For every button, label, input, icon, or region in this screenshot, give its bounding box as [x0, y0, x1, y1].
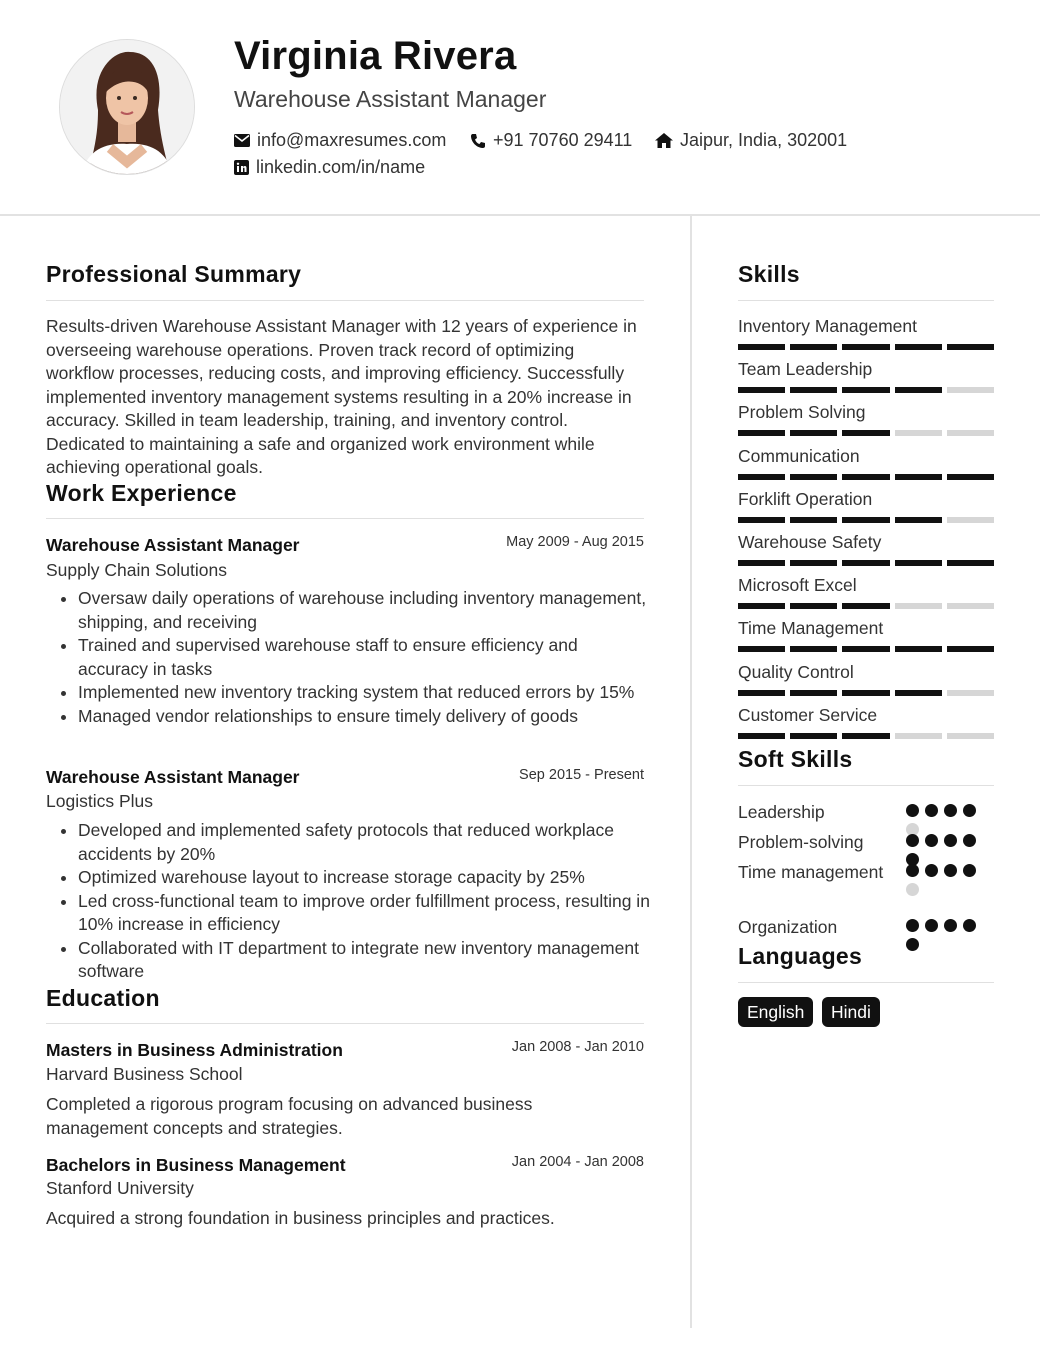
skill-rating-bar: [738, 430, 994, 436]
skill-rating-segment: [947, 690, 994, 696]
rating-dot: [906, 804, 919, 817]
column-divider: [690, 216, 692, 1328]
skill-rating-segment: [790, 387, 837, 393]
education-heading: Education: [46, 985, 160, 1011]
job-bullet: • Developed and implemented safety protocols that reduced workplace accidents by 20%: [78, 819, 658, 866]
skill-name: Communication: [738, 446, 860, 466]
home-icon: [655, 133, 673, 148]
skill-rating-segment: [790, 690, 837, 696]
rating-dot: [963, 804, 976, 817]
skill-rating-segment: [842, 344, 889, 350]
skill-rating-segment: [895, 646, 942, 652]
skill-rating-segment: [790, 344, 837, 350]
skill-rating-bar: [738, 603, 994, 609]
languages-rule: [738, 982, 994, 983]
skill-rating-segment: [895, 517, 942, 523]
skill-rating-segment: [738, 344, 785, 350]
skill-rating-segment: [790, 646, 837, 652]
skill-rating-segment: [895, 344, 942, 350]
skill-rating-segment: [790, 560, 837, 566]
email-text: info@maxresumes.com: [257, 130, 447, 150]
experience-heading: Work Experience: [46, 480, 237, 506]
job-bullet: • Managed vendor relationships to ensure timely delivery of goods: [78, 705, 648, 729]
skill-rating-segment: [947, 344, 994, 350]
degree-date: Jan 2004 - Jan 2008: [511, 1154, 644, 1170]
skill-rating-segment: [738, 430, 785, 436]
languages-heading: Languages: [738, 943, 863, 969]
job-date: Sep 2015 - Present: [519, 767, 644, 783]
job-bullet: • Led cross-functional team to improve order fulfillment process, resulting in 10% increase in efficiency: [78, 890, 658, 937]
skill-rating-segment: [842, 690, 889, 696]
job-company: Logistics Plus: [46, 791, 153, 811]
soft-skill-rating: [906, 919, 978, 951]
degree-date: Jan 2008 - Jan 2010: [511, 1039, 644, 1055]
skill-rating-segment: [895, 733, 942, 739]
linkedin-icon: [234, 160, 249, 175]
skill-rating-bar: [738, 344, 994, 350]
job-title: Warehouse Assistant Manager: [46, 767, 300, 787]
skill-name: Inventory Management: [738, 316, 917, 336]
rating-dot: [944, 864, 957, 877]
rating-dot: [906, 834, 919, 847]
skill-rating-segment: [738, 733, 785, 739]
phone-icon: [470, 133, 486, 149]
rating-dot: [963, 919, 976, 932]
skill-rating-segment: [947, 733, 994, 739]
skill-rating-segment: [842, 517, 889, 523]
skill-name: Time Management: [738, 618, 884, 638]
job-bullet: • Oversaw daily operations of warehouse including inventory management, shipping, and receiving: [78, 587, 648, 634]
degree-title: Bachelors in Business Management: [46, 1155, 346, 1175]
job-bullets: [46, 587, 648, 728]
skill-name: Customer Service: [738, 705, 878, 725]
rating-dot: [906, 938, 919, 951]
resume-header: [0, 0, 1040, 216]
soft-skill-name: Time management: [738, 862, 884, 882]
summary-text: Results-driven Warehouse Assistant Manager with 12 years of experience in overseeing warehouse operations. Proven track record of optimizing workflow processes, reducing costs, and improving efficiency. Successfully implemented inventory management systems resulting in a 20% increase in accuracy. Skilled in team leadership, training, and inventory control. Dedicated to maintaining a safe and organized work environment while achieving operational goals.: [46, 316, 637, 477]
soft-skill-name: Problem-solving: [738, 832, 864, 852]
rating-dot: [944, 919, 957, 932]
contact-email[interactable]: [234, 130, 446, 151]
contact-address: [655, 130, 847, 151]
job-bullet: • Implemented new inventory tracking system that reduced errors by 15%: [78, 681, 648, 705]
skill-rating-segment: [842, 387, 889, 393]
rating-dot: [963, 834, 976, 847]
soft-skill-rating: [906, 864, 978, 896]
skill-rating-segment: [842, 733, 889, 739]
school-name: Stanford University: [46, 1178, 194, 1198]
soft-skill-rating: [906, 804, 978, 836]
skill-rating-segment: [842, 474, 889, 480]
skill-rating-segment: [790, 517, 837, 523]
skill-name: Team Leadership: [738, 359, 873, 379]
skill-rating-segment: [895, 690, 942, 696]
job-bullet: • Collaborated with IT department to integrate new inventory management software: [78, 937, 658, 984]
skill-name: Problem Solving: [738, 402, 866, 422]
skill-rating-segment: [738, 690, 785, 696]
skill-rating-segment: [738, 646, 785, 652]
skill-rating-segment: [947, 603, 994, 609]
skill-rating-bar: [738, 474, 994, 480]
skill-rating-segment: [895, 474, 942, 480]
rating-dot: [925, 919, 938, 932]
skills-rule: [738, 300, 994, 301]
summary-rule: [46, 300, 644, 301]
skill-rating-segment: [842, 603, 889, 609]
skill-rating-segment: [790, 430, 837, 436]
skill-rating-segment: [947, 517, 994, 523]
skill-rating-segment: [947, 560, 994, 566]
skill-rating-segment: [947, 387, 994, 393]
skill-rating-bar: [738, 646, 994, 652]
contact-linkedin[interactable]: [234, 157, 425, 178]
skill-rating-segment: [947, 430, 994, 436]
job-date: May 2009 - Aug 2015: [506, 534, 644, 550]
skill-rating-segment: [947, 646, 994, 652]
skill-rating-bar: [738, 733, 994, 739]
candidate-name: Virginia Rivera: [234, 34, 517, 78]
skill-rating-segment: [947, 474, 994, 480]
skill-rating-bar: [738, 387, 994, 393]
skill-rating-segment: [738, 474, 785, 480]
rating-dot: [925, 864, 938, 877]
soft-skill-name: Organization: [738, 917, 838, 937]
degree-title: Masters in Business Administration: [46, 1040, 343, 1060]
skills-heading: Skills: [738, 261, 800, 287]
skill-rating-segment: [842, 646, 889, 652]
candidate-role: Warehouse Assistant Manager: [234, 86, 547, 112]
phone-text: +91 70760 29411: [493, 130, 633, 150]
skill-rating-segment: [842, 430, 889, 436]
skill-rating-segment: [895, 387, 942, 393]
contact-phone[interactable]: [470, 130, 632, 151]
skill-rating-segment: [738, 387, 785, 393]
job-bullet: • Trained and supervised warehouse staff to ensure efficiency and accuracy in tasks: [78, 634, 648, 681]
skill-rating-segment: [842, 560, 889, 566]
rating-dot: [944, 834, 957, 847]
job-bullets: [46, 819, 658, 984]
skill-rating-bar: [738, 517, 994, 523]
language-pill: Hindi: [822, 997, 880, 1027]
skill-name: Microsoft Excel: [738, 575, 857, 595]
skill-rating-segment: [738, 603, 785, 609]
skill-rating-segment: [790, 603, 837, 609]
envelope-icon: [234, 134, 250, 147]
profile-photo: [59, 39, 195, 175]
language-pill: English: [738, 997, 813, 1027]
job-title: Warehouse Assistant Manager: [46, 535, 300, 555]
rating-dot: [944, 804, 957, 817]
soft-skill-name: Leadership: [738, 802, 825, 822]
skill-rating-segment: [895, 430, 942, 436]
skill-rating-segment: [738, 560, 785, 566]
education-rule: [46, 1023, 644, 1024]
rating-dot: [925, 834, 938, 847]
skill-name: Quality Control: [738, 662, 854, 682]
degree-description: Acquired a strong foundation in business principles and practices.: [46, 1208, 555, 1228]
skill-rating-segment: [790, 474, 837, 480]
portrait-image: [60, 40, 194, 174]
rating-dot: [906, 864, 919, 877]
rating-dot: [906, 919, 919, 932]
linkedin-text: linkedin.com/in/name: [256, 157, 426, 177]
soft-skills-rule: [738, 785, 994, 786]
rating-dot: [906, 883, 919, 896]
skill-rating-segment: [738, 517, 785, 523]
school-name: Harvard Business School: [46, 1064, 243, 1084]
job-company: Supply Chain Solutions: [46, 560, 227, 580]
skill-name: Forklift Operation: [738, 489, 873, 509]
skill-name: Warehouse Safety: [738, 532, 882, 552]
experience-rule: [46, 518, 644, 519]
skill-rating-segment: [895, 603, 942, 609]
soft-skills-heading: Soft Skills: [738, 746, 853, 772]
skill-rating-bar: [738, 690, 994, 696]
rating-dot: [963, 864, 976, 877]
skill-rating-segment: [895, 560, 942, 566]
job-bullet: • Optimized warehouse layout to increase storage capacity by 25%: [78, 866, 658, 890]
summary-heading: Professional Summary: [46, 261, 302, 287]
degree-description: Completed a rigorous program focusing on advanced business management concepts and strategies.: [46, 1094, 533, 1138]
address-text: Jaipur, India, 302001: [680, 130, 848, 150]
skill-rating-bar: [738, 560, 994, 566]
skill-rating-segment: [790, 733, 837, 739]
rating-dot: [925, 804, 938, 817]
soft-skill-rating: [906, 834, 978, 866]
